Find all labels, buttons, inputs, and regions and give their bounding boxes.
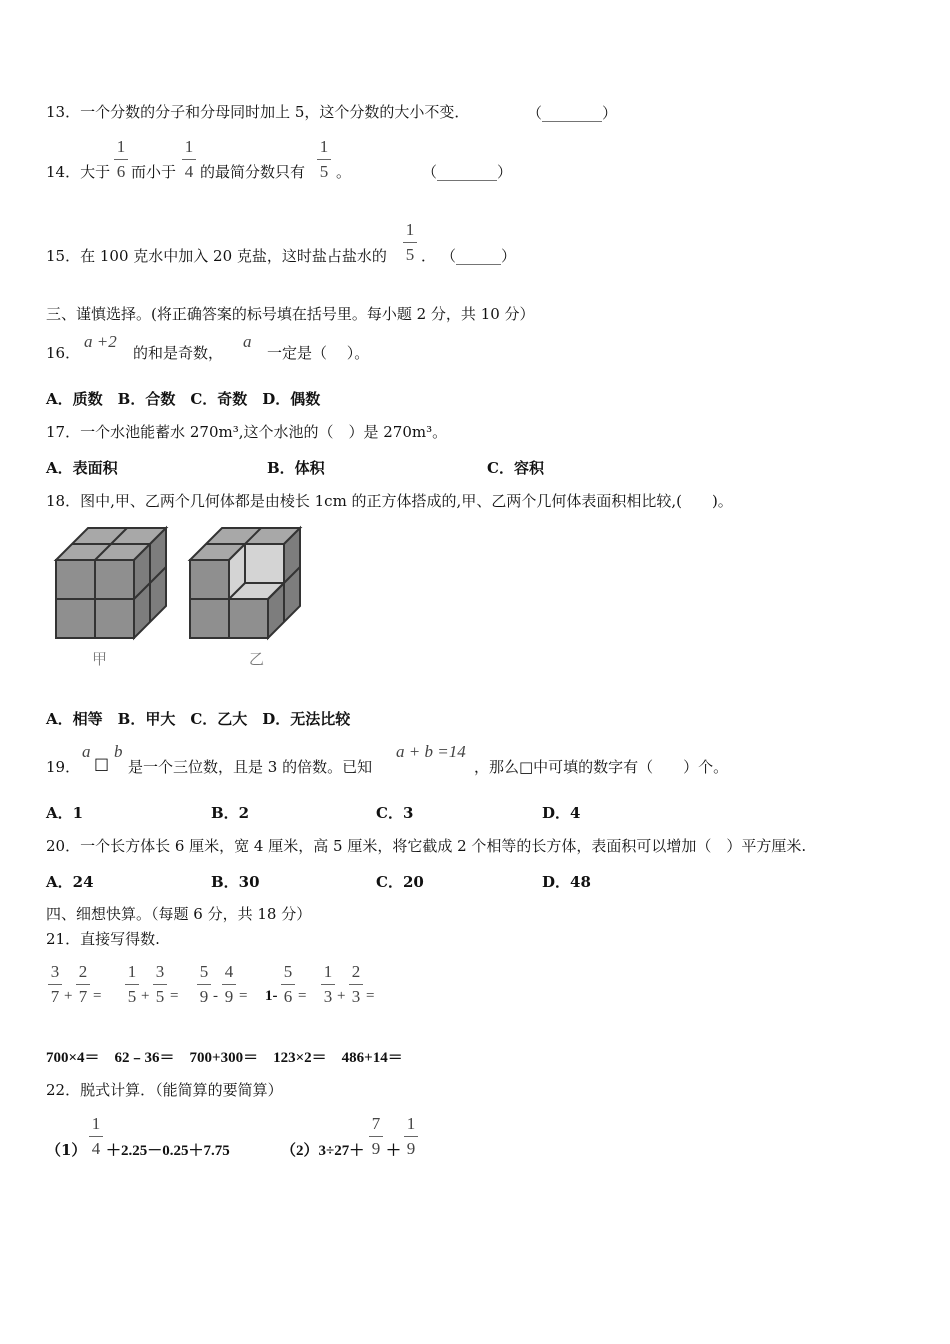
q17-option-b[interactable]: B．体积 bbox=[267, 459, 325, 477]
frac-1-5: 1 5 bbox=[125, 962, 139, 1007]
q17-option-a[interactable]: A．表面积 bbox=[46, 459, 118, 477]
op-equals: = bbox=[170, 988, 179, 1004]
label-yi: 乙 bbox=[249, 650, 265, 668]
section-4-heading: 四、细想快算。（每题 6 分，共 18 分） bbox=[46, 905, 312, 923]
frac-1-3: 1 3 bbox=[321, 962, 335, 1007]
question-20-text: 20．一个长方体长 6 厘米，宽 4 厘米，高 5 厘米，将它截成 2 个相等的长方体，表面积可以增加（ ）平方厘米. bbox=[46, 837, 807, 855]
cube-figures bbox=[46, 518, 316, 678]
label-jia: 甲 bbox=[92, 650, 108, 668]
question-13-text: 13．一个分数的分子和分母同时加上 5，这个分数的大小不变． bbox=[46, 103, 470, 121]
digit-b: b bbox=[114, 742, 123, 761]
frac-3-7: 3 7 bbox=[48, 962, 62, 1007]
one-minus: 1- bbox=[265, 988, 278, 1004]
frac-3-5: 3 5 bbox=[153, 962, 167, 1007]
question-14-post: 的最简分数只有 bbox=[200, 163, 306, 181]
digit-box: □ bbox=[94, 754, 110, 773]
q19-option-b[interactable]: B．2 bbox=[211, 804, 250, 822]
answer-blank-14[interactable]: （________） bbox=[422, 163, 513, 181]
figure-yi bbox=[190, 528, 300, 638]
frac-1-9: 1 9 bbox=[404, 1114, 418, 1159]
question-17-text: 17．一个水池能蓄水 270m³,这个水池的（ ）是 270m³。 bbox=[46, 423, 448, 441]
var-a: a bbox=[243, 332, 252, 351]
answer-blank-15[interactable]: （______） bbox=[441, 247, 517, 265]
question-22-title: 22．脱式计算．（能简算的要简算） bbox=[46, 1081, 283, 1099]
question-18-text: 18．图中,甲、乙两个几何体都是由棱长 1cm 的正方体搭成的,甲、乙两个几何体表面积相比较,( )。 bbox=[46, 492, 733, 510]
q19-option-a[interactable]: A．1 bbox=[46, 804, 84, 822]
frac-1-4-q22: 1 4 bbox=[89, 1114, 103, 1159]
question-13 bbox=[46, 102, 469, 122]
op-equals: = bbox=[93, 988, 102, 1004]
op-equals: = bbox=[298, 988, 307, 1004]
question-15-text: 15．在 100 克水中加入 20 克盐，这时盐占盐水的 bbox=[46, 247, 387, 265]
frac-5-6: 5 6 bbox=[281, 962, 295, 1007]
op-minus: - bbox=[213, 988, 218, 1004]
fraction-1-5: 1 5 bbox=[317, 137, 331, 182]
op-plus: + bbox=[337, 988, 346, 1004]
frac-2-7: 2 7 bbox=[76, 962, 90, 1007]
q19-option-c[interactable]: C．3 bbox=[376, 804, 414, 822]
part-1-label: （1） bbox=[46, 1141, 87, 1159]
question-16-mid: 的和是奇数， bbox=[133, 344, 224, 362]
question-16-post: 一定是（ ）。 bbox=[267, 344, 370, 362]
question-15-end: ． bbox=[421, 247, 437, 265]
fraction-1-5-q15: 1 5 bbox=[403, 220, 417, 265]
op-plus: + bbox=[64, 988, 73, 1004]
question-19-post: ，那么□中可填的数字有（ ）个。 bbox=[474, 758, 729, 776]
frac-5-9: 5 9 bbox=[197, 962, 211, 1007]
op-plus: + bbox=[141, 988, 150, 1004]
answer-blank-13[interactable]: （________） bbox=[527, 104, 618, 122]
q20-option-c[interactable]: C．20 bbox=[376, 873, 424, 891]
condition-a-plus-b: a + b =14 bbox=[396, 742, 466, 761]
question-21-title: 21．直接写得数. bbox=[46, 930, 160, 948]
fraction-1-6: 1 6 bbox=[114, 137, 128, 182]
question-18-options[interactable]: A．相等 B．甲大 C．乙大 D．无法比较 bbox=[46, 710, 351, 728]
digit-a: a bbox=[82, 742, 91, 761]
question-14-prefix: 14．大于 bbox=[46, 163, 111, 181]
q19-option-d[interactable]: D．4 bbox=[542, 804, 581, 822]
frac-2-3: 2 3 bbox=[349, 962, 363, 1007]
part-1-expression: ＋2.25－0.25＋7.75 bbox=[106, 1143, 230, 1159]
frac-7-9: 7 9 bbox=[369, 1114, 383, 1159]
question-19-prefix: 19． bbox=[46, 758, 81, 776]
part-2-label: （2）3÷27＋ bbox=[281, 1143, 365, 1159]
op-equals: = bbox=[239, 988, 248, 1004]
frac-4-9: 4 9 bbox=[222, 962, 236, 1007]
q17-option-c[interactable]: C．容积 bbox=[487, 459, 544, 477]
question-19-mid: 是一个三位数，且是 3 的倍数。已知 bbox=[128, 758, 373, 776]
plus-sign: ＋ bbox=[386, 1141, 402, 1159]
mental-calcs: 700×4＝ 62﹣36＝ 700+300＝ 123×2＝ 486+14＝ bbox=[46, 1050, 403, 1066]
figure-jia bbox=[56, 528, 166, 638]
question-16-prefix: 16． bbox=[46, 344, 81, 362]
section-3-heading: 三、谨慎选择。(将正确答案的标号填在括号里。每小题 2 分，共 10 分） bbox=[46, 305, 535, 323]
question-16-options[interactable]: A．质数 B．合数 C．奇数 D．偶数 bbox=[46, 390, 321, 408]
expr-a-plus-2: a +2 bbox=[84, 332, 117, 351]
op-equals: = bbox=[366, 988, 375, 1004]
q20-option-a[interactable]: A．24 bbox=[46, 873, 94, 891]
fraction-1-4: 1 4 bbox=[182, 137, 196, 182]
q20-option-b[interactable]: B．30 bbox=[211, 873, 260, 891]
question-14-end: 。 bbox=[336, 163, 352, 181]
q20-option-d[interactable]: D．48 bbox=[542, 873, 591, 891]
question-14-mid: 而小于 bbox=[131, 163, 177, 181]
